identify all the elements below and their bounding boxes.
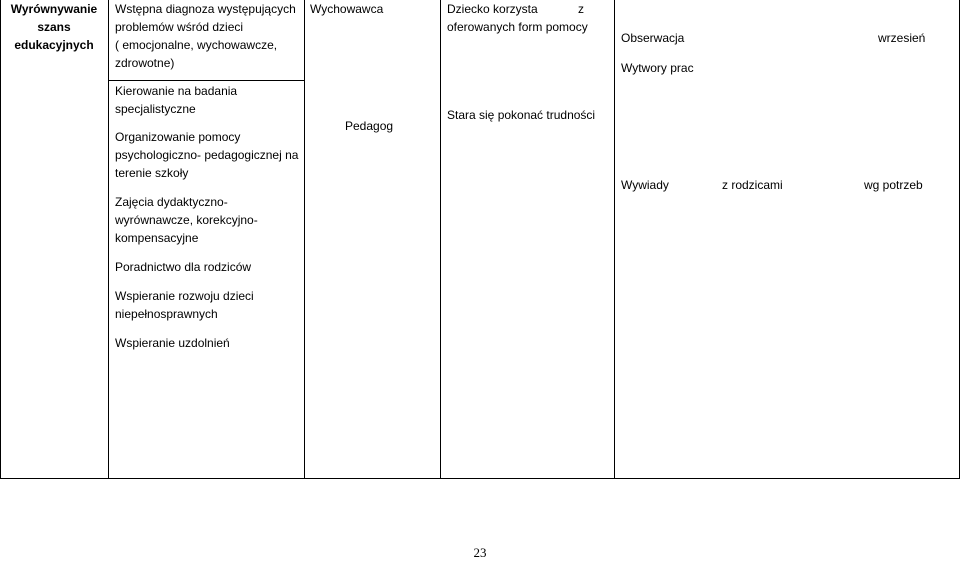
action-support-disabled: Wspieranie rozwoju dzieci niepełnosprawnych <box>115 289 254 321</box>
action-counseling: Poradnictwo dla rodziców <box>115 260 252 274</box>
term-september: wrzesień <box>878 31 926 45</box>
row-divider <box>108 80 304 81</box>
responsible-teacher: Wychowawca <box>310 2 384 16</box>
effect-overcome: Stara się pokonać trudności <box>447 108 596 122</box>
evaluation-observation: Obserwacja <box>621 31 685 45</box>
action-diagnosis: Wstępna diagnoza występujących problemów wśród dzieci ( emocjonalne, wychowawcze, zdrowotne) <box>115 2 296 70</box>
evaluation-works: Wytwory prac <box>621 61 694 75</box>
column-divider <box>614 0 615 479</box>
effect-child-uses: Dziecko korzysta <box>447 2 538 16</box>
page-number: 23 <box>473 545 487 560</box>
action-referral: Kierowanie na badania specjalistyczne <box>115 84 238 116</box>
action-support-talent: Wspieranie uzdolnień <box>115 336 230 350</box>
column-divider <box>440 0 441 479</box>
effect-offered-help: oferowanych form pomocy <box>447 20 588 34</box>
responsible-pedagogue: Pedagog <box>345 119 394 133</box>
table-border-left <box>0 0 1 479</box>
effect-z: z <box>578 2 584 16</box>
evaluation-interviews: Wywiady <box>621 178 669 192</box>
action-classes: Zajęcia dydaktyczno- wyrównawcze, korekcyjno- kompensacyjne <box>115 195 258 245</box>
evaluation-parents: z rodzicami <box>722 178 783 192</box>
action-organize-help: Organizowanie pomocy psychologiczno- pedagogicznej na terenie szkoły <box>115 130 299 180</box>
column-divider <box>304 0 305 479</box>
term-as-needed: wg potrzeb <box>864 178 923 192</box>
area-heading: Wyrównywanie szans edukacyjnych <box>10 2 98 52</box>
column-divider <box>108 0 109 479</box>
